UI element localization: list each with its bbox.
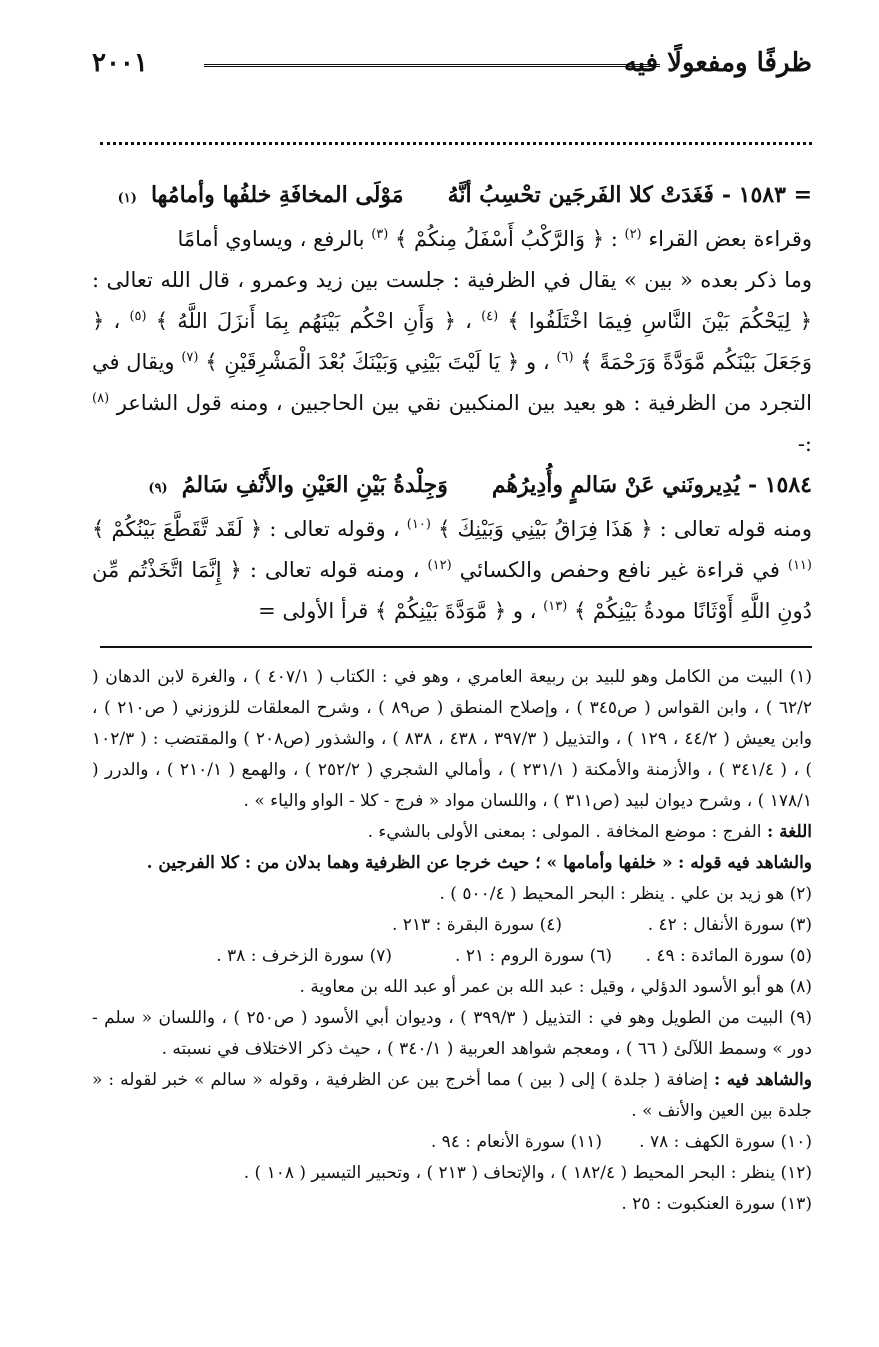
text-span: في قراءة غير نافع وحفص والكسائي [459,558,780,582]
footnote-ref: (١١) [787,558,812,573]
footnote-13: (١٣) سورة العنكبوت : ٢٥ . [621,1194,812,1214]
footnote-row [92,941,812,972]
book-page [92,40,812,1220]
page-number: ٢٠٠١ [92,48,148,78]
footnote-3: (٣) سورة الأنفال : ٤٢ . [647,915,812,935]
header-rule [204,64,660,72]
footnote-label: والشاهد فيه : [713,1070,812,1090]
footnote-text: إضافة ( جلدة ) إلى ( بين ) مما أخرج بين عن الظرفية ، وقوله « سالم » خبر لقوله : « جلدة بين العين والأنف » . [92,1070,812,1121]
footnote-ref: (٤) [481,309,499,324]
quran-quote: ، ﴿ وَأَنِ احْكُم بَيْنَهُم بِمَا أَنزَلَ اللَّهُ ﴾ [155,309,472,333]
footnote-7: (٧) سورة الزخرف : ٣٨ . [216,946,392,966]
footnote-ref: (٧) [181,350,199,365]
verse-1583 [92,175,812,219]
footnote-12: (١٢) ينظر : البحر المحيط ( ١٨٢/٤ ) ، والإتحاف ( ٢١٣ ) ، وتحبير التيسير ( ١٠٨ ) . [243,1163,812,1183]
page-header [92,40,812,88]
text-span: وقراءة بعض القراء [648,227,812,251]
text-span: ويقال في التجرد من الظرفية : هو بعيد بين المنكبين نقي بين الحاجبين ، ومنه قول الشاعر [92,350,812,415]
footnote-row [92,910,812,941]
running-title: ظرفًا ومفعولًا فيه [623,48,812,78]
footnote-ref: (٥) [129,309,147,324]
verse-hemistich-1: فَغَدَتْ كلا الفَرجَين تحْسِبُ أنَّهُ [447,182,714,208]
footnote-ref: (١٠) [406,517,431,532]
quran-quote: ، ﴿ وَجَعَلَ بَيْنَكُم مَّوَدَّةً وَرَحْمَةً ﴾ [92,309,812,374]
footnote-ref: (١٢) [427,558,452,573]
quran-quote: ، ومنه قوله تعالى : ﴿ إِنَّمَا اتَّخَذْتُم مِّن دُونِ اللَّهِ أَوْثَانًا مودةُ بَيْنِكُمْ ﴾ [92,558,812,623]
footnote-text: الفرج : موضع المخافة . المولى : بمعنى الأولى بالشيء . [367,822,762,842]
quran-quote: ، و ﴿ مَّوَدَّةَ بَيْنِكُمْ ﴾ قرأ الأولى = [258,599,537,623]
quran-quote: ﴿ لِيَحْكُمَ بَيْنَ النَّاسِ فِيمَا اخْتَلَفُوا ﴾ [507,309,813,333]
footnote-11: (١١) سورة الأنعام : ٩٤ . [430,1132,602,1152]
footnote-9: (٩) البيت من الطويل وهو في : التذييل ( ٣٩٩/٣ ) ، وديوان أبي الأسود ( ص٢٥٠ ) ، واللسان « سلم - دور » وسمط اللآلئ ( ٦٦ ) ، ومعجم شواهد العربية ( ٣٤٠/١ ) ، حيث ذكر الاختلاف في نسبته . [92,1008,812,1059]
footnote-6: (٦) سورة الروم : ٢١ . [455,946,612,966]
verse-number: ١٥٨٤ - [747,472,812,498]
footnote-ref: (٣) [371,227,389,242]
footnote-text: « خلفها وأمامها » ؛ حيث خرجا عن الظرفية وهما بدلان من : كلا الفرجين . [146,853,673,873]
paragraph-1 [92,219,812,260]
footnote-label: والشاهد فيه قوله : [678,853,812,873]
footnote-ref: (٩) [148,481,168,496]
footnote-ref: (١) [117,191,137,206]
footnote-ref: (٨) [92,391,110,406]
verse-hemistich-2: وَجِلْدةُ بَيْنِ العَيْنِ والأَنْفِ سَالمُ [181,472,448,498]
verse-1584 [92,465,812,509]
footnote-4: (٤) سورة البقرة : ٢١٣ . [391,915,562,935]
text-span: بالرفع ، ويساوي أمامًا [177,227,365,251]
verse-hemistich-1: يُدِيرونَني عَنْ سَالمٍ وأُدِيرُهُم [491,472,740,498]
paragraph-2 [92,260,812,465]
footnote-shahid-1 [92,848,812,879]
main-text [92,175,812,632]
footnote-10: (١٠) سورة الكهف : ٧٨ . [639,1132,812,1152]
verse-number: = ١٥٨٣ - [721,182,812,208]
text-span: وما ذكر بعده « بين » يقال في الظرفية : جلست بين زيد وعمرو ، قال الله تعالى : [92,268,812,292]
footnote-lugha [92,817,812,848]
quran-quote: : ﴿ وَالرَّكْبُ أَسْفَلُ مِنكُمْ ﴾ [395,227,618,251]
footnote-ref: (٦) [556,350,574,365]
footnote-8: (٨) هو أبو الأسود الدؤلي ، وقيل : عبد الله بن عمر أو عبد الله بن معاوية . [299,977,812,997]
verse-hemistich-2: مَوْلَى المخافَةِ خلفُها وأمامُها [150,182,404,208]
text-span: :- [797,432,812,456]
footnote-5: (٥) سورة المائدة : ٤٩ . [645,946,812,966]
footnotes [92,662,812,1220]
footnote-shahid-2 [92,1065,812,1127]
footnote-1: (١) البيت من الكامل وهو للبيد بن ربيعة العامري ، وهو في : الكتاب ( ٤٠٧/١ ) ، والغرة لابن الدهان ( ٦٢/٢ ) ، وابن القواس ( ص٣٤٥ ) ، وإصلاح المنطق ( ص٨٩ ) ، وشرح المعلقات للزوزني ( ص٢١٠ ) ، وابن يعيش ( ٤٤/٢ ، ١٢٩ ) ، والتذييل ( ٣٩٧/٣ ، ٤٣٨ ، ٨٣٨ ) ، والشذور (ص٢٠٨ ) والمقتضب : ( ١٠٢/٣ ) ، ( ٣٤١/٤ ) ، والأزمنة والأمكنة ( ٢٣١/١ ) ، وأمالي الشجري ( ٢٥٢/٢ ) ، والهمع ( ٢١٠/١ ) ، والدرر ( ١٧٨/١ ) ، وشرح ديوان لبيد (ص٣١١ ) ، واللسان مواد « فرج - كلا - الواو والياء » . [92,667,813,811]
quran-quote: ومنه قوله تعالى : ﴿ هَذَا فِرَاقُ بَيْنِي وَبَيْنِكَ ﴾ [438,517,812,541]
quran-quote: ، وقوله تعالى : ﴿ لَقَد تَّقَطَّعَ بَيْنُكُمْ ﴾ [92,517,400,541]
footnote-2: (٢) هو زيد بن علي . ينظر : البحر المحيط ( ٥٠٠/٤ ) . [439,884,812,904]
footnote-row [92,1127,812,1158]
dotted-divider [100,142,812,145]
paragraph-3 [92,509,812,632]
footnote-ref: (١٣) [543,599,568,614]
footnote-label: اللغة : [766,822,812,842]
footnote-separator [100,646,812,648]
footnote-ref: (٢) [624,227,642,242]
quran-quote: ، و ﴿ يَا لَيْتَ بَيْنِي وَبَيْنَكَ بُعْدَ الْمَشْرِقَيْنِ ﴾ [205,350,550,374]
